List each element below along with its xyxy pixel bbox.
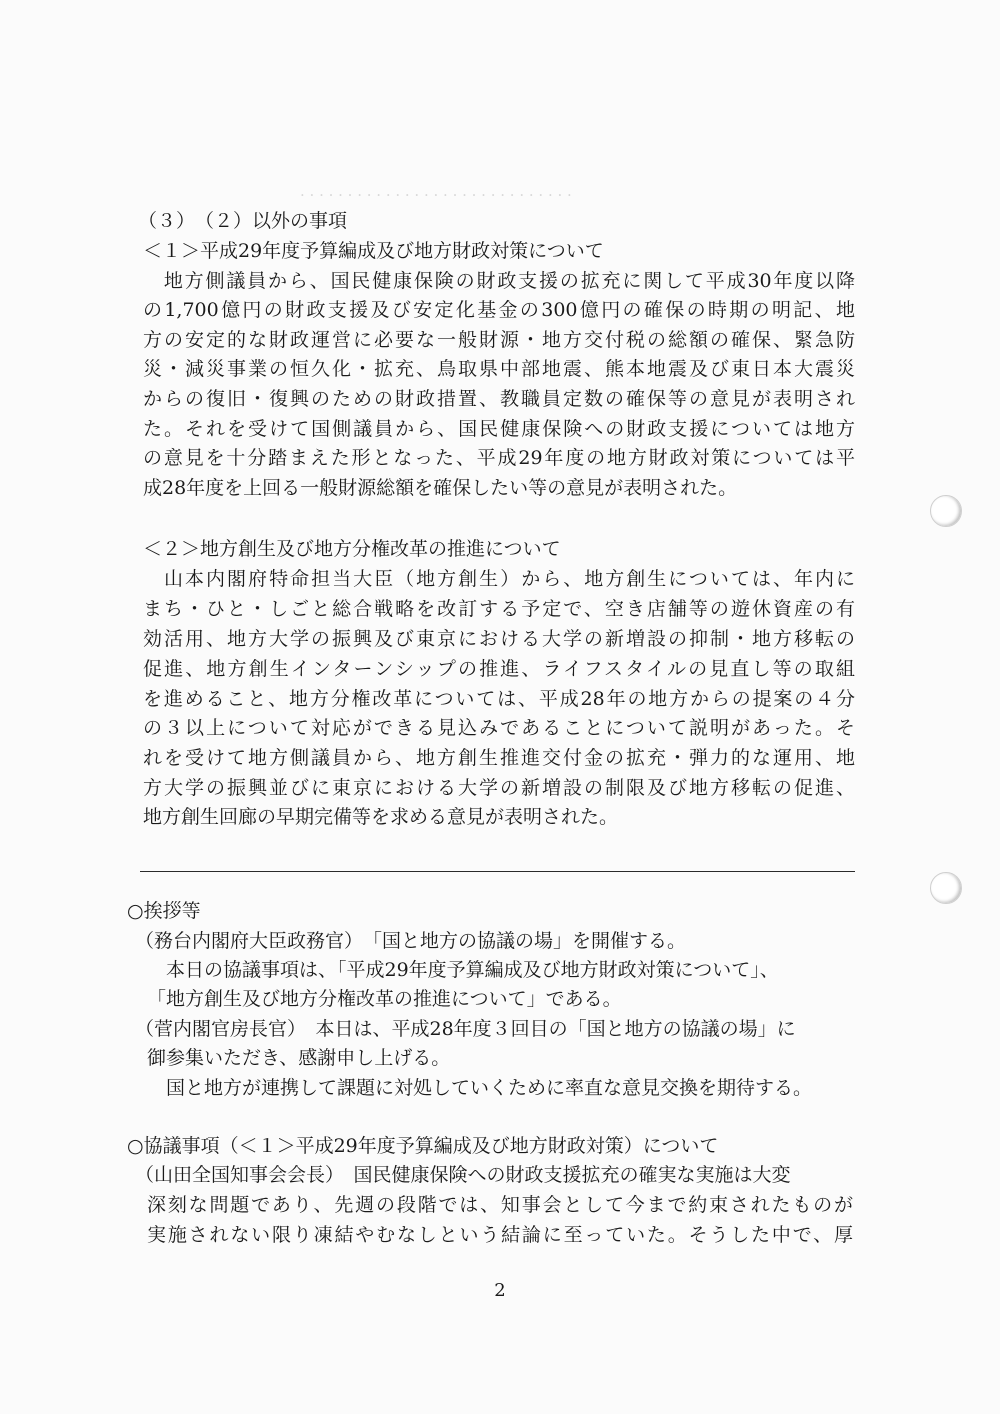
- subsection-title-2: ＜２＞地方創生及び地方分権改革の推進について: [143, 538, 561, 560]
- greeting-line: （菅内閣官房長官） 本日は、平成28年度３回目の「国と地方の協議の場」に: [135, 1018, 796, 1040]
- paragraph-line: 成28年度を上回る一般財源総額を確保したい等の意見が表明された。: [143, 477, 738, 499]
- paragraph-line: を進めること、地方分権改革については、平成28年の地方からの提案の４分: [143, 688, 855, 710]
- paragraph-line: 方大学の振興並びに東京における大学の新増設の制限及び地方移転の促進、: [143, 777, 855, 799]
- paragraph-line: 効活用、地方大学の振興及び東京における大学の新増設の抑制・地方移転の: [143, 628, 855, 650]
- punch-hole-icon: [930, 872, 962, 904]
- greeting-line: 「地方創生及び地方分権改革の推進について」である。: [147, 988, 622, 1010]
- paragraph-line: の1,700億円の財政支援及び安定化基金の300億円の確保の時期の明記、地: [143, 299, 855, 321]
- agenda-line: （山田全国知事会会長） 国民健康保険への財政支援拡充の確実な実施は大変: [135, 1164, 791, 1186]
- paragraph-line: まち・ひと・しごと総合戦略を改訂する予定で、空き店舗等の遊休資産の有: [143, 598, 855, 620]
- agenda-line: 深刻な問題であり、先週の段階では、知事会として今まで約束されたものが: [147, 1194, 853, 1216]
- paragraph-line: の３以上について対応ができる見込みであることについて説明があった。そ: [143, 717, 855, 739]
- paragraph-line: 促進、地方創生インターンシップの推進、ライフスタイルの見直し等の取組: [143, 658, 855, 680]
- punch-hole-icon: [930, 495, 962, 527]
- paragraph-line: 山本内閣府特命担当大臣（地方創生）から、地方創生については、年内に: [143, 568, 855, 590]
- subsection-title-1: ＜１＞平成29年度予算編成及び地方財政対策について: [143, 240, 604, 262]
- agenda-title: ○協議事項（＜１＞平成29年度予算編成及び地方財政対策）について: [127, 1135, 719, 1157]
- paragraph-line: 方の安定的な財政運営に必要な一般財源・地方交付税の総額の確保、緊急防: [143, 329, 855, 351]
- greeting-line: （務台内閣府大臣政務官） 「国と地方の協議の場」を開催する。: [135, 930, 687, 952]
- bleed-through-text: . . . . . . . . . . . . . . . . . . . . . . . . . . . . .: [300, 182, 572, 200]
- paragraph-line: た。それを受けて国側議員から、国民健康保険への財政支援については地方: [143, 418, 855, 440]
- section-heading: （３） （２）以外の事項: [138, 210, 348, 232]
- paragraph-line: 災・減災事業の恒久化・拡充、鳥取県中部地震、熊本地震及び東日本大震災: [143, 358, 855, 380]
- paragraph-line: 地方側議員から、国民健康保険の財政支援の拡充に関して平成30年度以降: [143, 270, 855, 292]
- greeting-title: ○挨拶等: [127, 900, 201, 922]
- section-divider: [140, 871, 855, 872]
- paragraph-line: からの復旧・復興のための財政措置、教職員定数の確保等の意見が表明され: [143, 388, 855, 410]
- paragraph-line: れを受けて地方側議員から、地方創生推進交付金の拡充・弾力的な運用、地: [143, 747, 855, 769]
- paragraph-line: の意見を十分踏まえた形となった、平成29年度の地方財政対策については平: [143, 447, 855, 469]
- agenda-line: 実施されない限り凍結やむなしという結論に至っていた。そうした中で、厚: [147, 1224, 853, 1246]
- greeting-line: 本日の協議事項は、「平成29年度予算編成及び地方財政対策について」、: [147, 959, 779, 981]
- greeting-line: 国と地方が連携して課題に対処していくために率直な意見交換を期待する。: [147, 1077, 813, 1099]
- page-number: 2: [494, 1280, 506, 1301]
- greeting-line: 御参集いただき、感謝申し上げる。: [147, 1047, 451, 1069]
- paragraph-line: 地方創生回廊の早期完備等を求める意見が表明された。: [143, 806, 619, 828]
